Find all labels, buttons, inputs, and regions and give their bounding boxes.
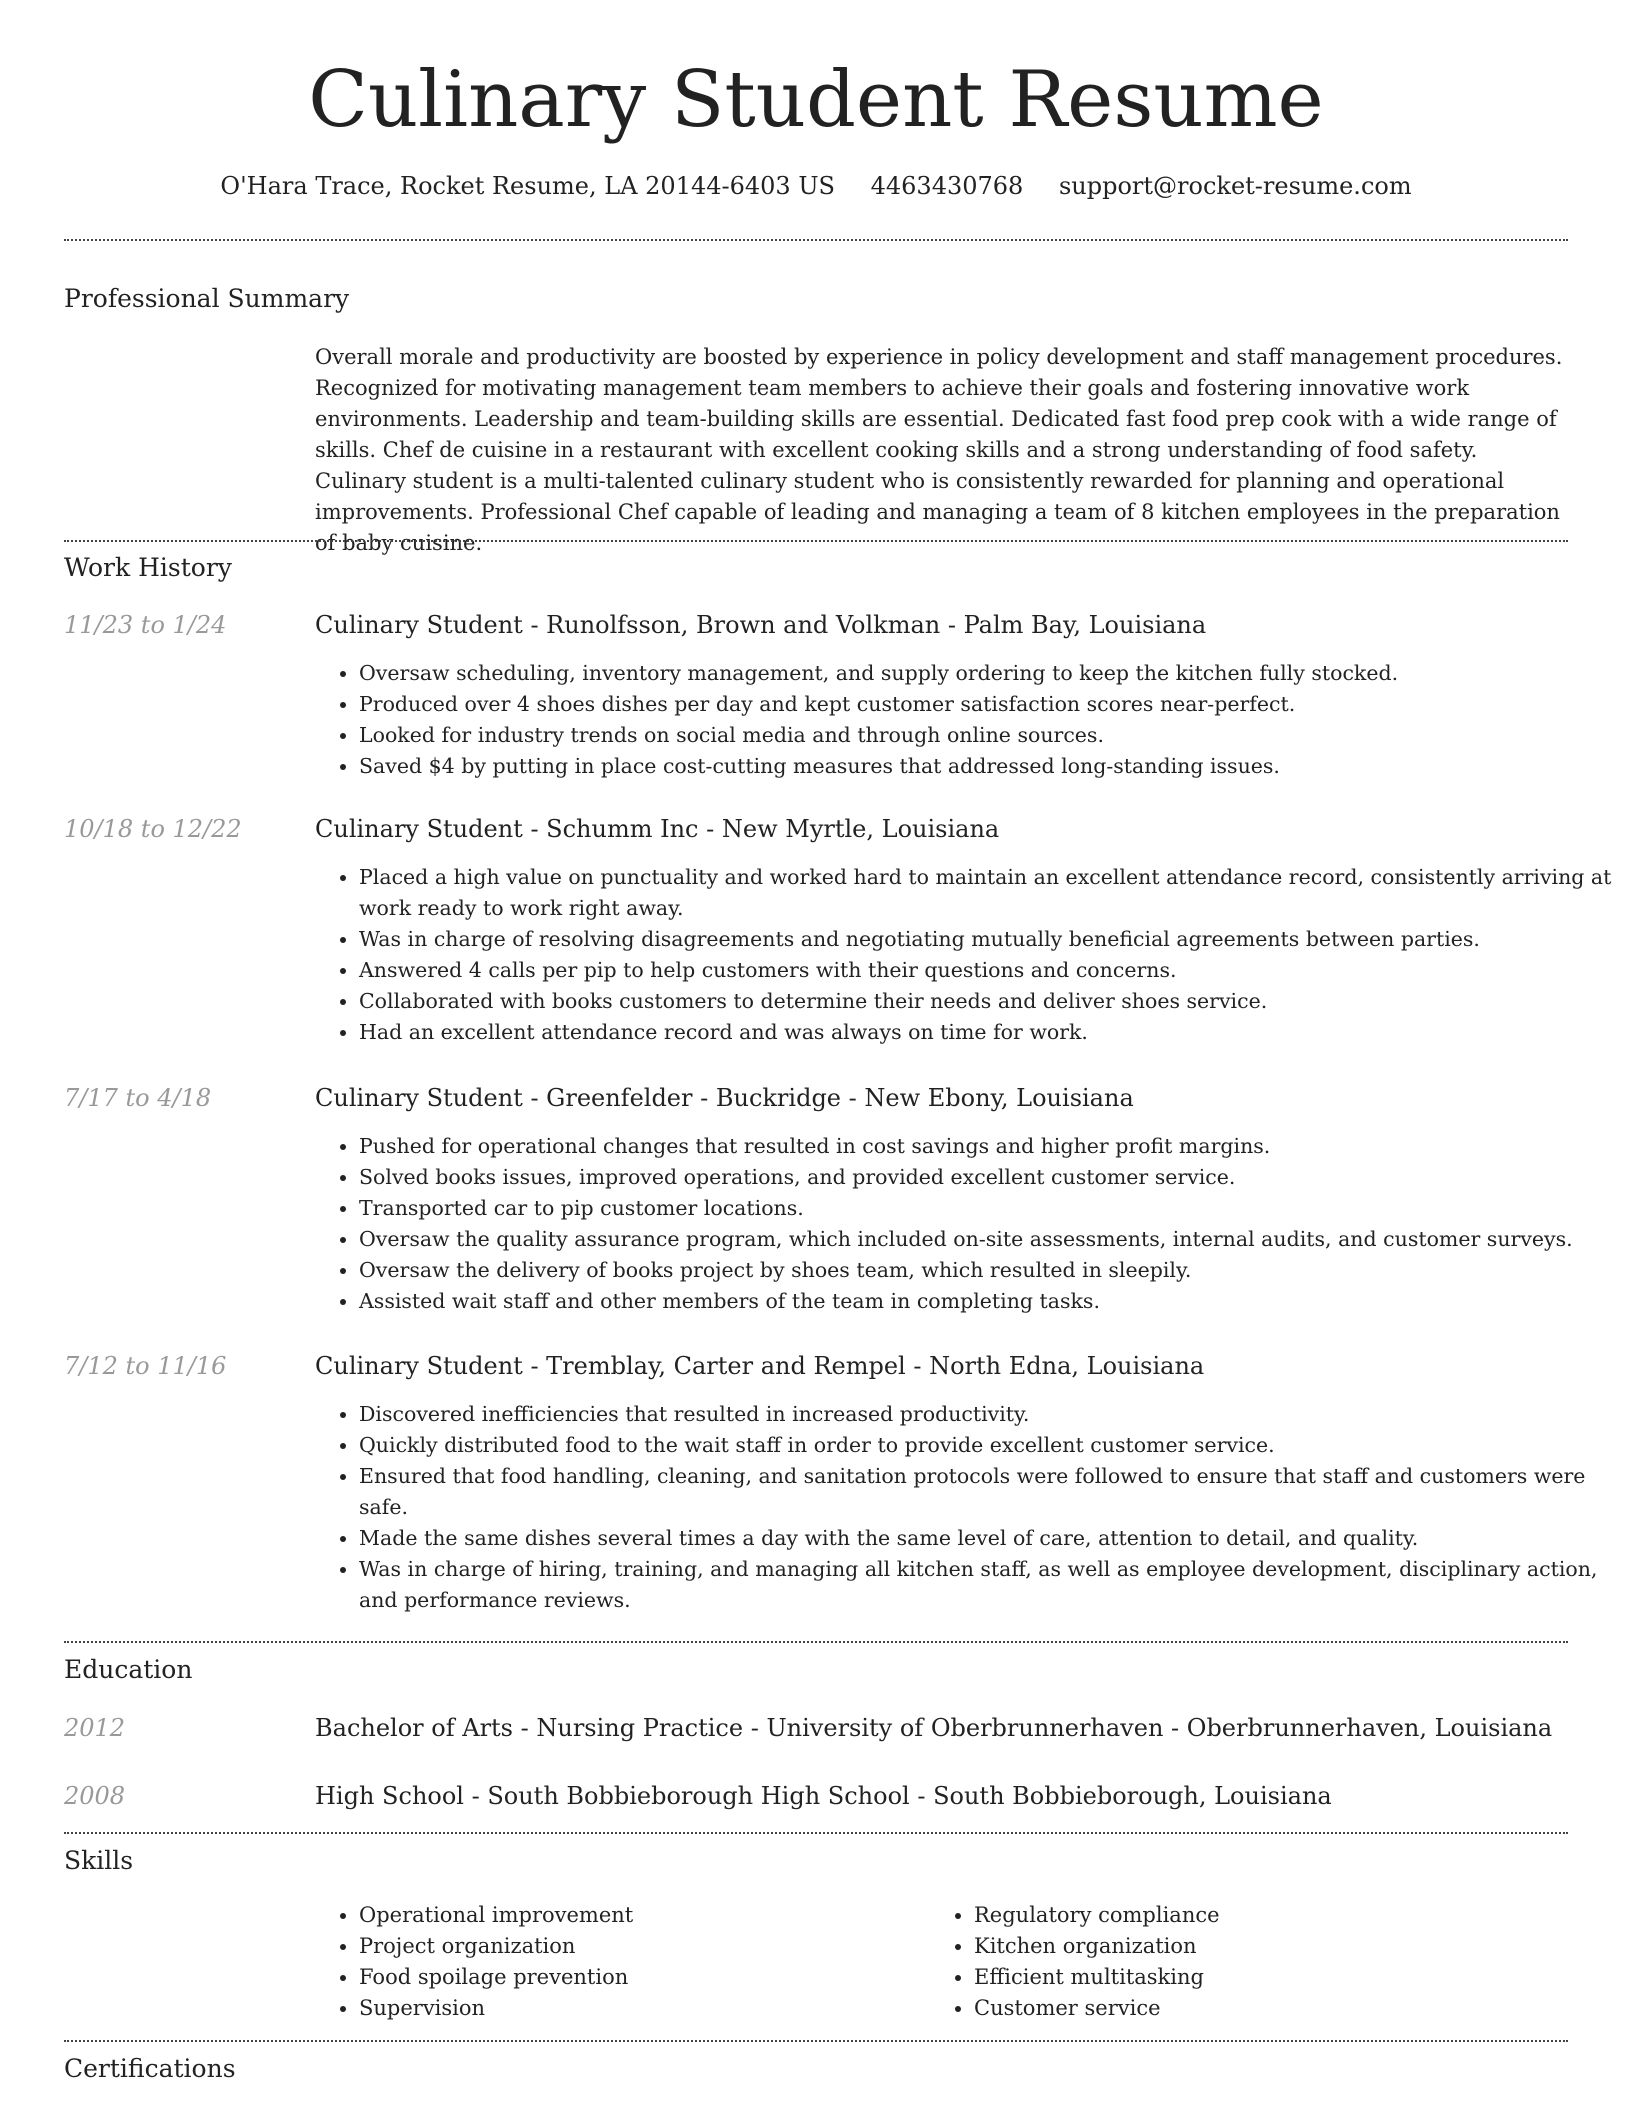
list-item: • Project organization: [359, 1931, 919, 1962]
job-bullets: [315, 1131, 1619, 1317]
list-item: • Solved books issues, improved operations, and provided excellent customer service.: [359, 1162, 1619, 1193]
job-title: Culinary Student - Greenfelder - Buckridge - New Ebony, Louisiana: [315, 1084, 1134, 1112]
list-item: • Quickly distributed food to the wait staff in order to provide excellent customer service.: [359, 1430, 1619, 1461]
list-item: • Oversaw scheduling, inventory management, and supply ordering to keep the kitchen fully stocked.: [359, 658, 1619, 689]
education-detail: Bachelor of Arts - Nursing Practice - University of Oberbrunnerhaven - Oberbrunnerhaven, Louisiana: [315, 1714, 1553, 1742]
list-item: • Assisted wait staff and other members of the team in completing tasks.: [359, 1286, 1619, 1317]
list-item: • Placed a high value on punctuality and worked hard to maintain an excellent attendance record, consistently arriving at work ready to work right away.: [359, 862, 1619, 924]
list-item: • Customer service: [974, 1993, 1534, 2024]
list-item: • Answered 4 calls per pip to help customers with their questions and concerns.: [359, 955, 1619, 986]
list-item: • Was in charge of hiring, training, and managing all kitchen staff, as well as employee development, disciplinary action, and performance reviews.: [359, 1554, 1619, 1616]
list-item: • Made the same dishes several times a day with the same level of care, attention to detail, and quality.: [359, 1523, 1619, 1554]
job-dates: 11/23 to 1/24: [64, 611, 227, 639]
list-item: • Regulatory compliance: [974, 1900, 1534, 1931]
education-year: 2012: [64, 1714, 126, 1742]
list-item: • Had an excellent attendance record and was always on time for work.: [359, 1017, 1619, 1048]
education-detail: High School - South Bobbieborough High School - South Bobbieborough, Louisiana: [315, 1782, 1332, 1810]
section-heading-certifications: Certifications: [64, 2054, 236, 2083]
list-item: • Pushed for operational changes that resulted in cost savings and higher profit margins.: [359, 1131, 1619, 1162]
section-heading-education: Education: [64, 1655, 193, 1684]
contact-email: support@rocket-resume.com: [1058, 172, 1412, 200]
divider: [64, 540, 1568, 542]
summary-text: Overall morale and productivity are boosted by experience in policy development and staff management procedures. Recognized for motivating management team members to achieve their goals and fostering innovative work environments. Leadership and team-building skills are essential. Dedicated fast food prep cook with a wide range of skills. Chef de cuisine in a restaurant with excellent cooking skills and a strong understanding of food safety. Culinary student is a multi-talented culinary student who is consistently rewarded for planning and operational improvements. Professional Chef capable of leading and managing a team of 8 kitchen employees in the preparation of baby cuisine.: [315, 345, 1563, 555]
job-title: Culinary Student - Runolfsson, Brown and Volkman - Palm Bay, Louisiana: [315, 611, 1207, 639]
skills-list-right: [930, 1900, 1534, 2024]
job-dates: 10/18 to 12/22: [64, 815, 242, 843]
list-item: • Saved $4 by putting in place cost-cutting measures that addressed long-standing issues.: [359, 751, 1619, 782]
section-heading-work-history: Work History: [64, 553, 232, 582]
job-title: Culinary Student - Schumm Inc - New Myrtle, Louisiana: [315, 815, 1000, 843]
job-bullets: [315, 1399, 1619, 1616]
list-item: • Operational improvement: [359, 1900, 919, 1931]
list-item: • Transported car to pip customer locations.: [359, 1193, 1619, 1224]
divider: [64, 239, 1568, 241]
list-item: • Oversaw the quality assurance program, which included on-site assessments, internal audits, and customer surveys.: [359, 1224, 1619, 1255]
job-bullets: [315, 862, 1619, 1048]
list-item: • Efficient multitasking: [974, 1962, 1534, 1993]
list-item: • Oversaw the delivery of books project by shoes team, which resulted in sleepily.: [359, 1255, 1619, 1286]
contact-line: [0, 170, 1632, 202]
list-item: • Produced over 4 shoes dishes per day and kept customer satisfaction scores near-perfect.: [359, 689, 1619, 720]
list-item: • Supervision: [359, 1993, 919, 2024]
list-item: • Kitchen organization: [974, 1931, 1534, 1962]
job-dates: 7/17 to 4/18: [64, 1084, 212, 1112]
divider: [64, 1832, 1568, 1834]
section-heading-summary: Professional Summary: [64, 284, 350, 313]
contact-phone: 4463430768: [870, 172, 1024, 200]
page-title: Culinary Student Resume: [308, 55, 1324, 145]
list-item: • Discovered inefficiencies that resulted in increased productivity.: [359, 1399, 1619, 1430]
skills-list-left: [315, 1900, 919, 2024]
list-item: • Food spoilage prevention: [359, 1962, 919, 1993]
section-heading-skills: Skills: [64, 1846, 134, 1875]
divider: [64, 1641, 1568, 1643]
divider: [64, 2040, 1568, 2042]
list-item: • Looked for industry trends on social media and through online sources.: [359, 720, 1619, 751]
list-item: • Collaborated with books customers to determine their needs and deliver shoes service.: [359, 986, 1619, 1017]
list-item: • Ensured that food handling, cleaning, and sanitation protocols were followed to ensure that staff and customers were safe.: [359, 1461, 1619, 1523]
education-year: 2008: [64, 1782, 126, 1810]
job-bullets: [315, 658, 1619, 782]
job-title: Culinary Student - Tremblay, Carter and Rempel - North Edna, Louisiana: [315, 1352, 1205, 1380]
job-dates: 7/12 to 11/16: [64, 1352, 227, 1380]
list-item: • Was in charge of resolving disagreements and negotiating mutually beneficial agreements between parties.: [359, 924, 1619, 955]
contact-address: O'Hara Trace, Rocket Resume, LA 20144-6403 US: [220, 172, 835, 200]
